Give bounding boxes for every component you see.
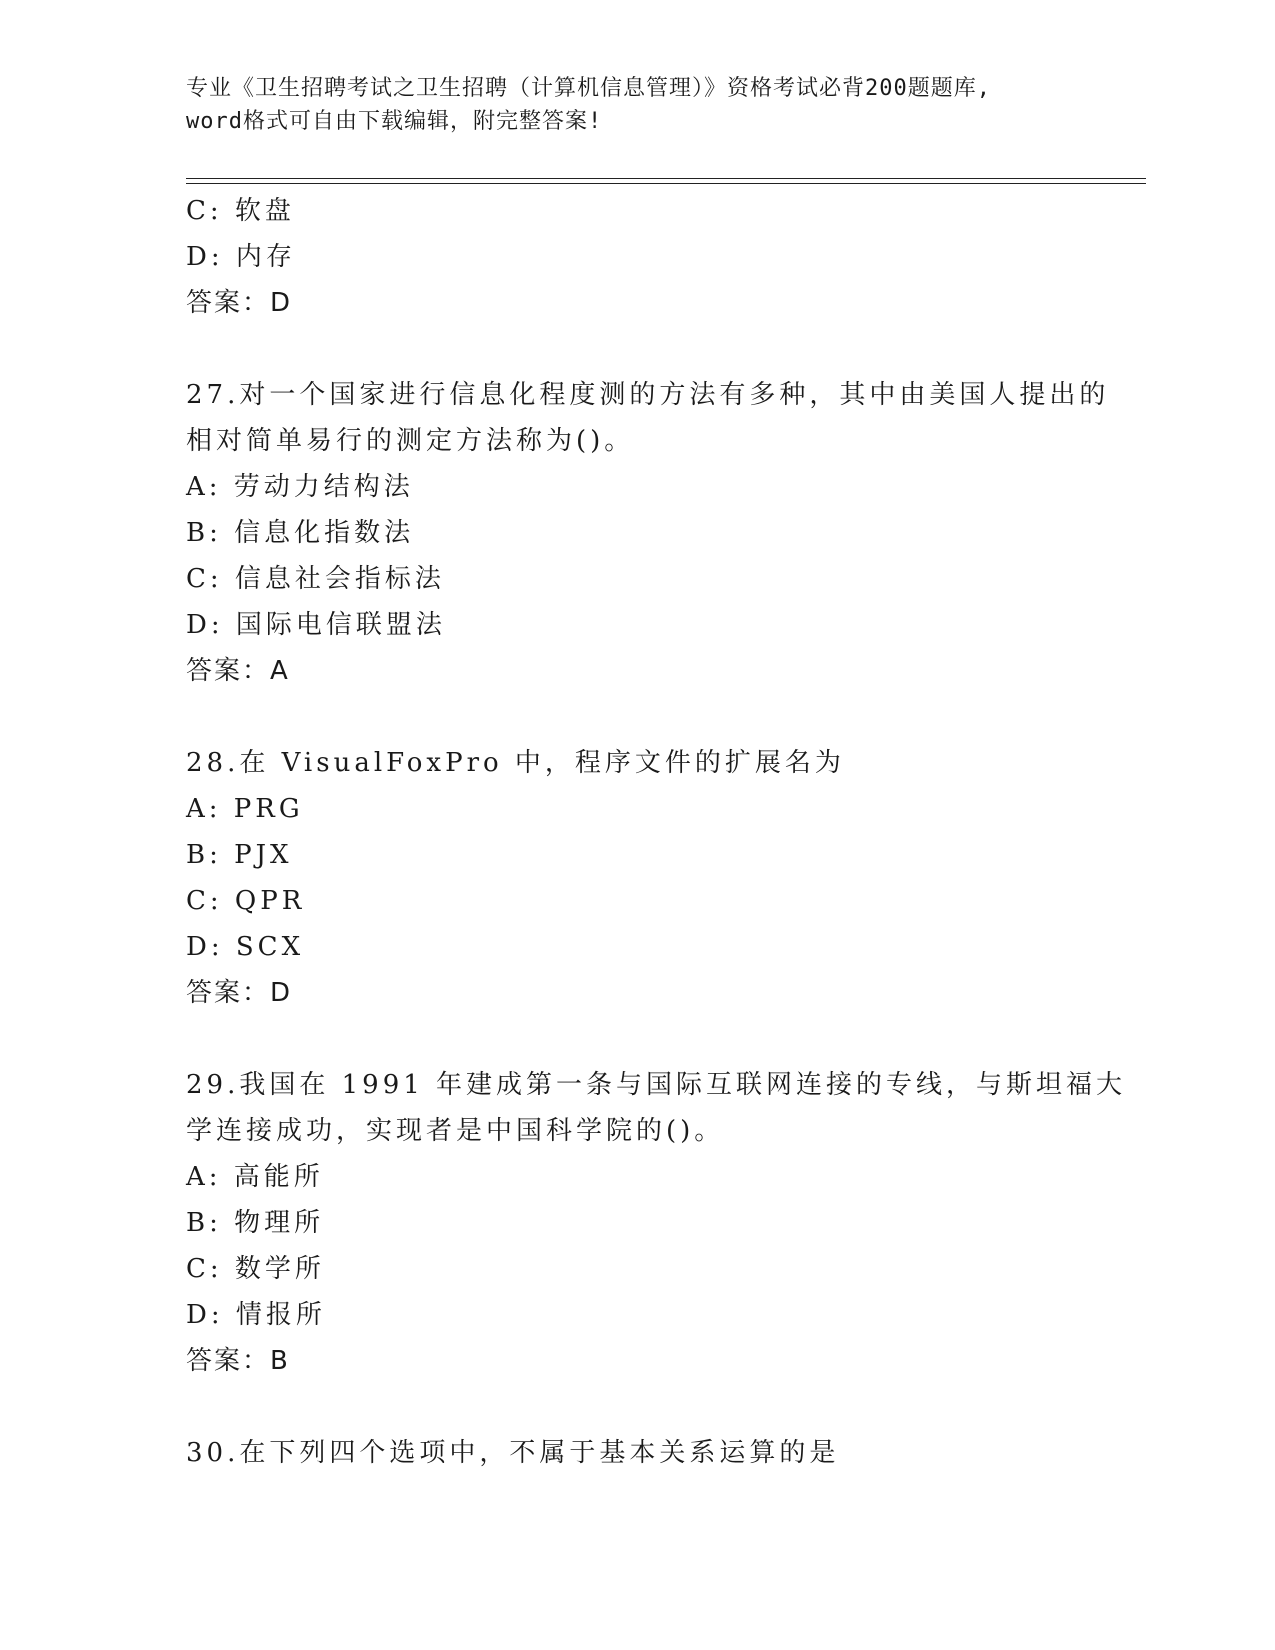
option-b: B: 信息化指数法 <box>186 518 415 548</box>
document-header <box>186 72 1086 138</box>
option-d: D: 内存 <box>186 242 296 272</box>
question-spacer <box>186 1016 1086 1062</box>
question-spacer <box>186 326 1086 372</box>
option-d: D: SCX <box>186 932 305 962</box>
header-divider-bottom <box>186 183 1146 184</box>
question-stem-line: 28.在 VisualFoxPro 中，程序文件的扩展名为 <box>186 748 845 778</box>
answer-line: 答案：D <box>186 288 293 318</box>
option-a: A: 高能所 <box>186 1162 324 1192</box>
option-c: C: 信息社会指标法 <box>186 564 445 594</box>
question-stem-line: 29.我国在 1991 年建成第一条与国际互联网连接的专线，与斯坦福大 <box>186 1070 1127 1100</box>
question-29 <box>186 1062 1127 1384</box>
answer-line: 答案：B <box>186 1346 290 1376</box>
question-28 <box>186 740 1086 1016</box>
option-b: B: PJX <box>186 840 293 870</box>
option-c: C: 数学所 <box>186 1254 325 1284</box>
option-b: B: 物理所 <box>186 1208 325 1238</box>
option-a: A: PRG <box>186 794 304 824</box>
question-stem-line: 相对简单易行的测定方法称为()。 <box>186 426 635 456</box>
header-title-line-2: word格式可自由下载编辑，附完整答案! <box>186 109 603 134</box>
question-stem-line: 30.在下列四个选项中，不属于基本关系运算的是 <box>186 1438 840 1468</box>
question-26-continuation <box>186 188 1086 326</box>
question-spacer <box>186 694 1086 740</box>
question-spacer <box>186 1384 1086 1430</box>
option-d: D: 情报所 <box>186 1300 326 1330</box>
header-divider-top <box>186 178 1146 179</box>
option-d: D: 国际电信联盟法 <box>186 610 446 640</box>
option-c: C: QPR <box>186 886 306 916</box>
question-list <box>186 188 1127 1476</box>
question-stem-line: 学连接成功，实现者是中国科学院的()。 <box>186 1116 725 1146</box>
question-30 <box>186 1430 1086 1476</box>
option-a: A: 劳动力结构法 <box>186 472 414 502</box>
question-27 <box>186 372 1110 694</box>
answer-line: 答案：A <box>186 656 290 686</box>
question-stem-line: 27.对一个国家进行信息化程度测的方法有多种，其中由美国人提出的 <box>186 380 1110 410</box>
option-c: C: 软盘 <box>186 196 295 226</box>
answer-line: 答案：D <box>186 978 293 1008</box>
header-title-line-1: 专业《卫生招聘考试之卫生招聘（计算机信息管理）》资格考试必背200题题库, <box>186 76 991 101</box>
